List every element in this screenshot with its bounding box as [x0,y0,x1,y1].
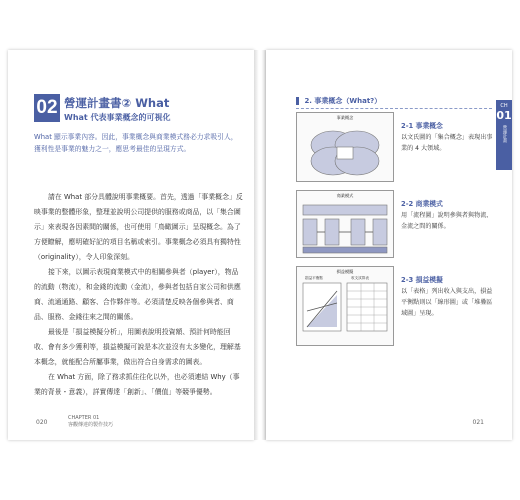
book-spine [254,50,266,440]
right-page [266,50,512,440]
body-text [34,190,244,400]
figure-business-concept [296,112,394,182]
item-text: 用「流程圖」說明參與者與物流、金流之間的關係。 [401,212,493,230]
figure-business-model [296,190,394,258]
chapter-tab-name: 營運計畫 [502,125,507,143]
paragraph: 請在 What 部分具體說明事業概要。首先，透過「事業概念」反映事業的整體形象，整理並說明公司提供的服務或商品，以「集合圖示」來表現各因素間的關係，也可使用「鳥瞰圖示」呈現概念。為了方便瞭解，應明確好記的項目名稱或索引。事業概念必須具有獨特性（originality），令人印象深刻。 [34,193,243,261]
figure-caption: 損益模擬 [336,269,354,274]
figure-header-text: 2. 事業概念（What?） [304,97,382,105]
section-subtitle: What 代表事業概念的可視化 [64,113,171,122]
header-marker-icon [296,97,299,105]
figure-caption: 事業概念 [336,115,354,120]
chapter-tab-number: 01 [496,109,512,122]
footer-chapter-title: 客觀傳達的製作技巧 [68,422,114,428]
flow-diagram-icon [297,199,393,257]
paragraph: 在 What 方面，除了務求抓住往化以外，也必須連結 Why（事業的背景・意義），詳實傳達「創新」、「價值」等競爭優勢。 [34,373,240,396]
item-title: 2-1 事業概念 [401,122,443,130]
item-title: 2-2 商業模式 [401,200,443,208]
venn-diagram-icon [297,121,393,181]
section-title: 營運計畫書② What [64,96,170,110]
footer-chapter-label: CHAPTER 01 [68,415,100,421]
figure-profit-simulation [296,266,394,346]
divider [296,108,492,109]
item-text: 以文氏圖的「集合概念」表現出事業的 4 大領域。 [401,134,493,152]
chart-label: 損益平衡點 [305,276,323,280]
page-number: 021 [472,419,484,426]
section-number: 02 [34,94,60,122]
line-chart-icon [297,281,393,349]
figure-caption: 商業模式 [336,193,354,198]
figure-header [296,96,381,106]
item-title: 2-3 損益模擬 [401,276,443,284]
paragraph: 最後是「損益模擬分析」，用圖表說明投資額、預計何時能回收、會有多少獲利等，損益模擬可說是本次並沒有太多變化，理解基本概念，就能配合所屬事業，做出符合自身需求的圖表。 [34,328,241,366]
lead-text: What 顯示事業內容。因此，事業概念與商業模式務必力求吸引人，獲利性是事業的魅力之一，應思考最佳的呈現方式。 [34,133,238,153]
page-number: 020 [36,419,48,426]
footer-chapter [68,415,113,429]
table-label: 收支試算表 [351,276,369,280]
item-text: 以「表格」列出收入與支出，損益平衡點則以「線形圖」或「堆疊區域圖」呈現。 [401,288,493,317]
chapter-tab-label: CH [500,103,508,109]
chapter-tab [496,100,512,170]
left-page [8,50,254,440]
paragraph: 接下來，以圖示表現商業模式中的相關參與者（player），物品的流動（物流），和金錢的流動（金流），參與者包括自家公司和供應商、流通通路、顧客、合作夥伴等。必須清楚反映各個參與者、商品、服務、金錢往來之間的關係。 [34,268,241,321]
